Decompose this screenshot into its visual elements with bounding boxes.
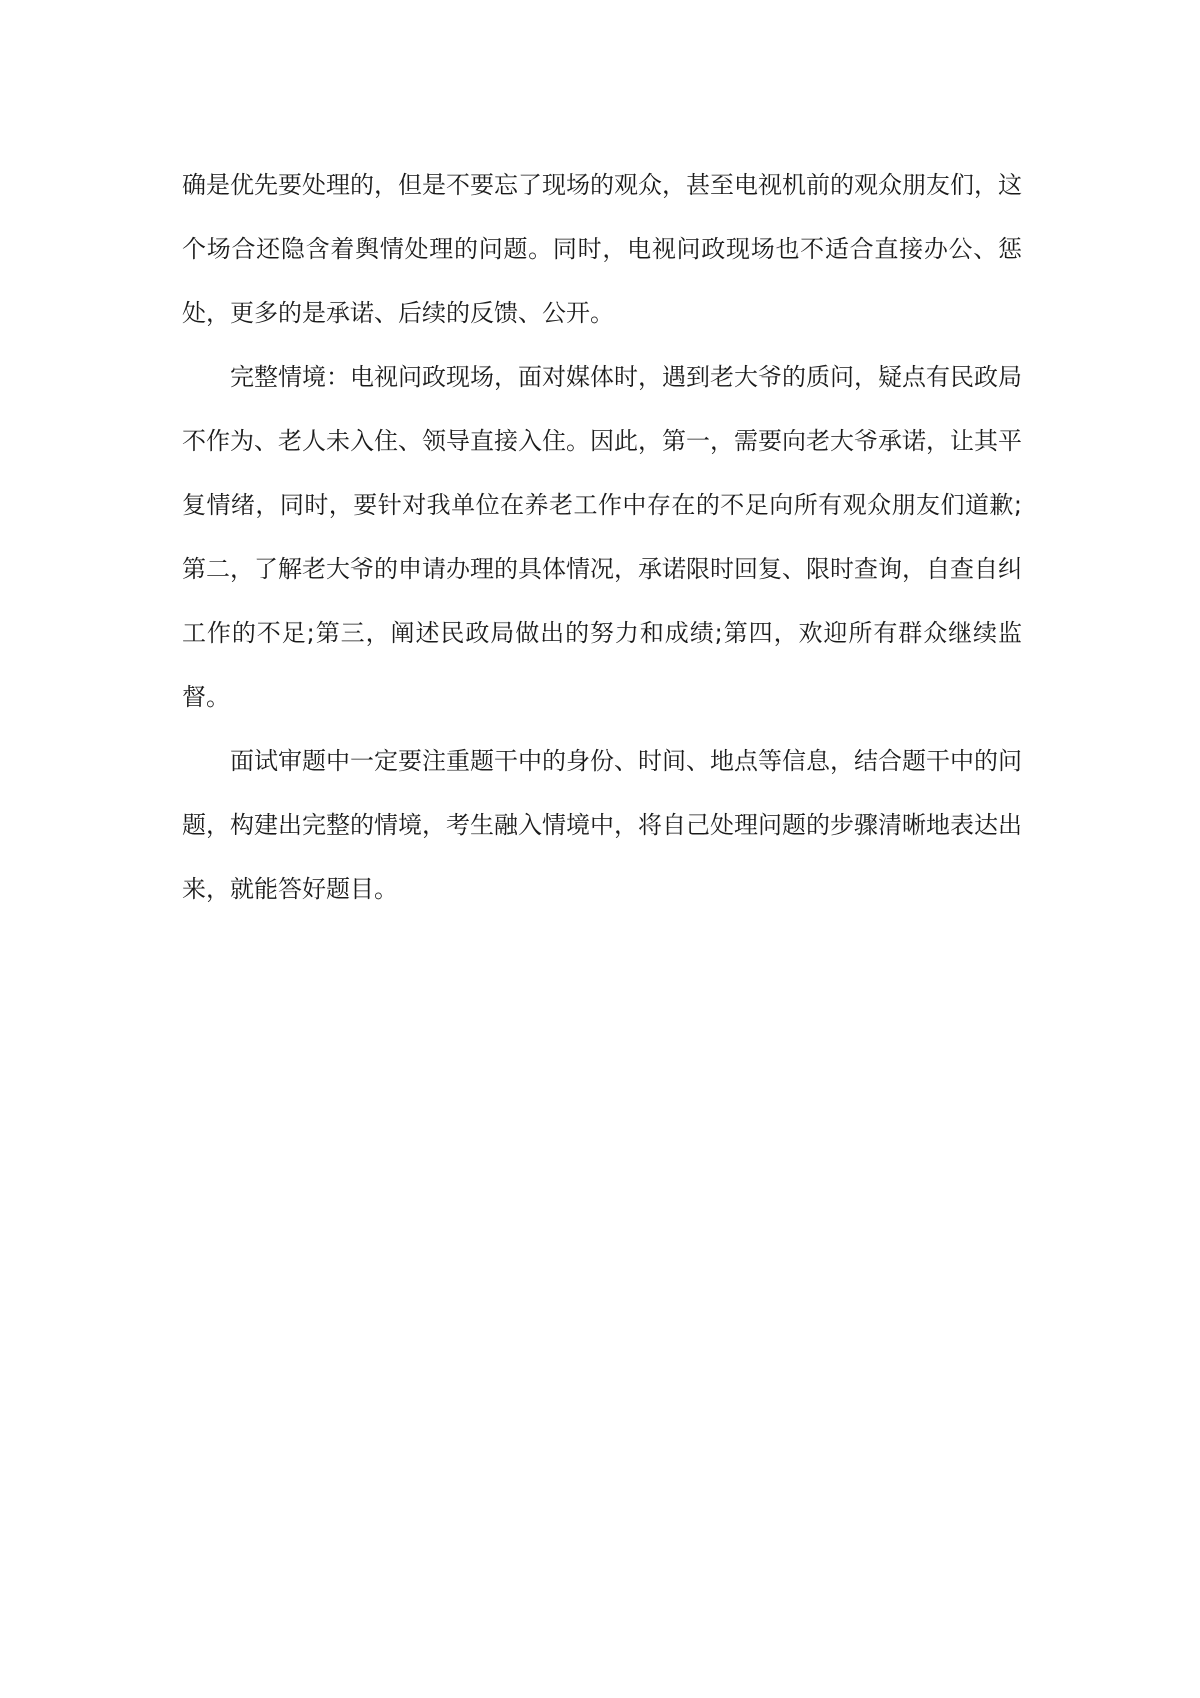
paragraph-continuation: 确是优先要处理的，但是不要忘了现场的观众，甚至电视机前的观众朋友们，这个场合还隐含着舆情处理的问题。同时，电视问政现场也不适合直接办公、惩处，更多的是承诺、后续的反馈、公开。 — [182, 171, 1022, 327]
document-body — [182, 153, 1022, 921]
paragraph-complete-scenario: 完整情境：电视问政现场，面对媒体时，遇到老大爷的质问，疑点有民政局不作为、老人未入住、领导直接入住。因此，第一，需要向老大爷承诺，让其平复情绪，同时，要针对我单位在养老工作中存在的不足向所有观众朋友们道歉;第二，了解老大爷的申请办理的具体情况，承诺限时回复、限时查询，自查自纠工作的不足;第三，阐述民政局做出的努力和成绩;第四，欢迎所有群众继续监督。 — [182, 363, 1022, 711]
paragraph-conclusion: 面试审题中一定要注重题干中的身份、时间、地点等信息，结合题干中的问题，构建出完整的情境，考生融入情境中，将自己处理问题的步骤清晰地表达出来，就能答好题目。 — [182, 747, 1022, 903]
